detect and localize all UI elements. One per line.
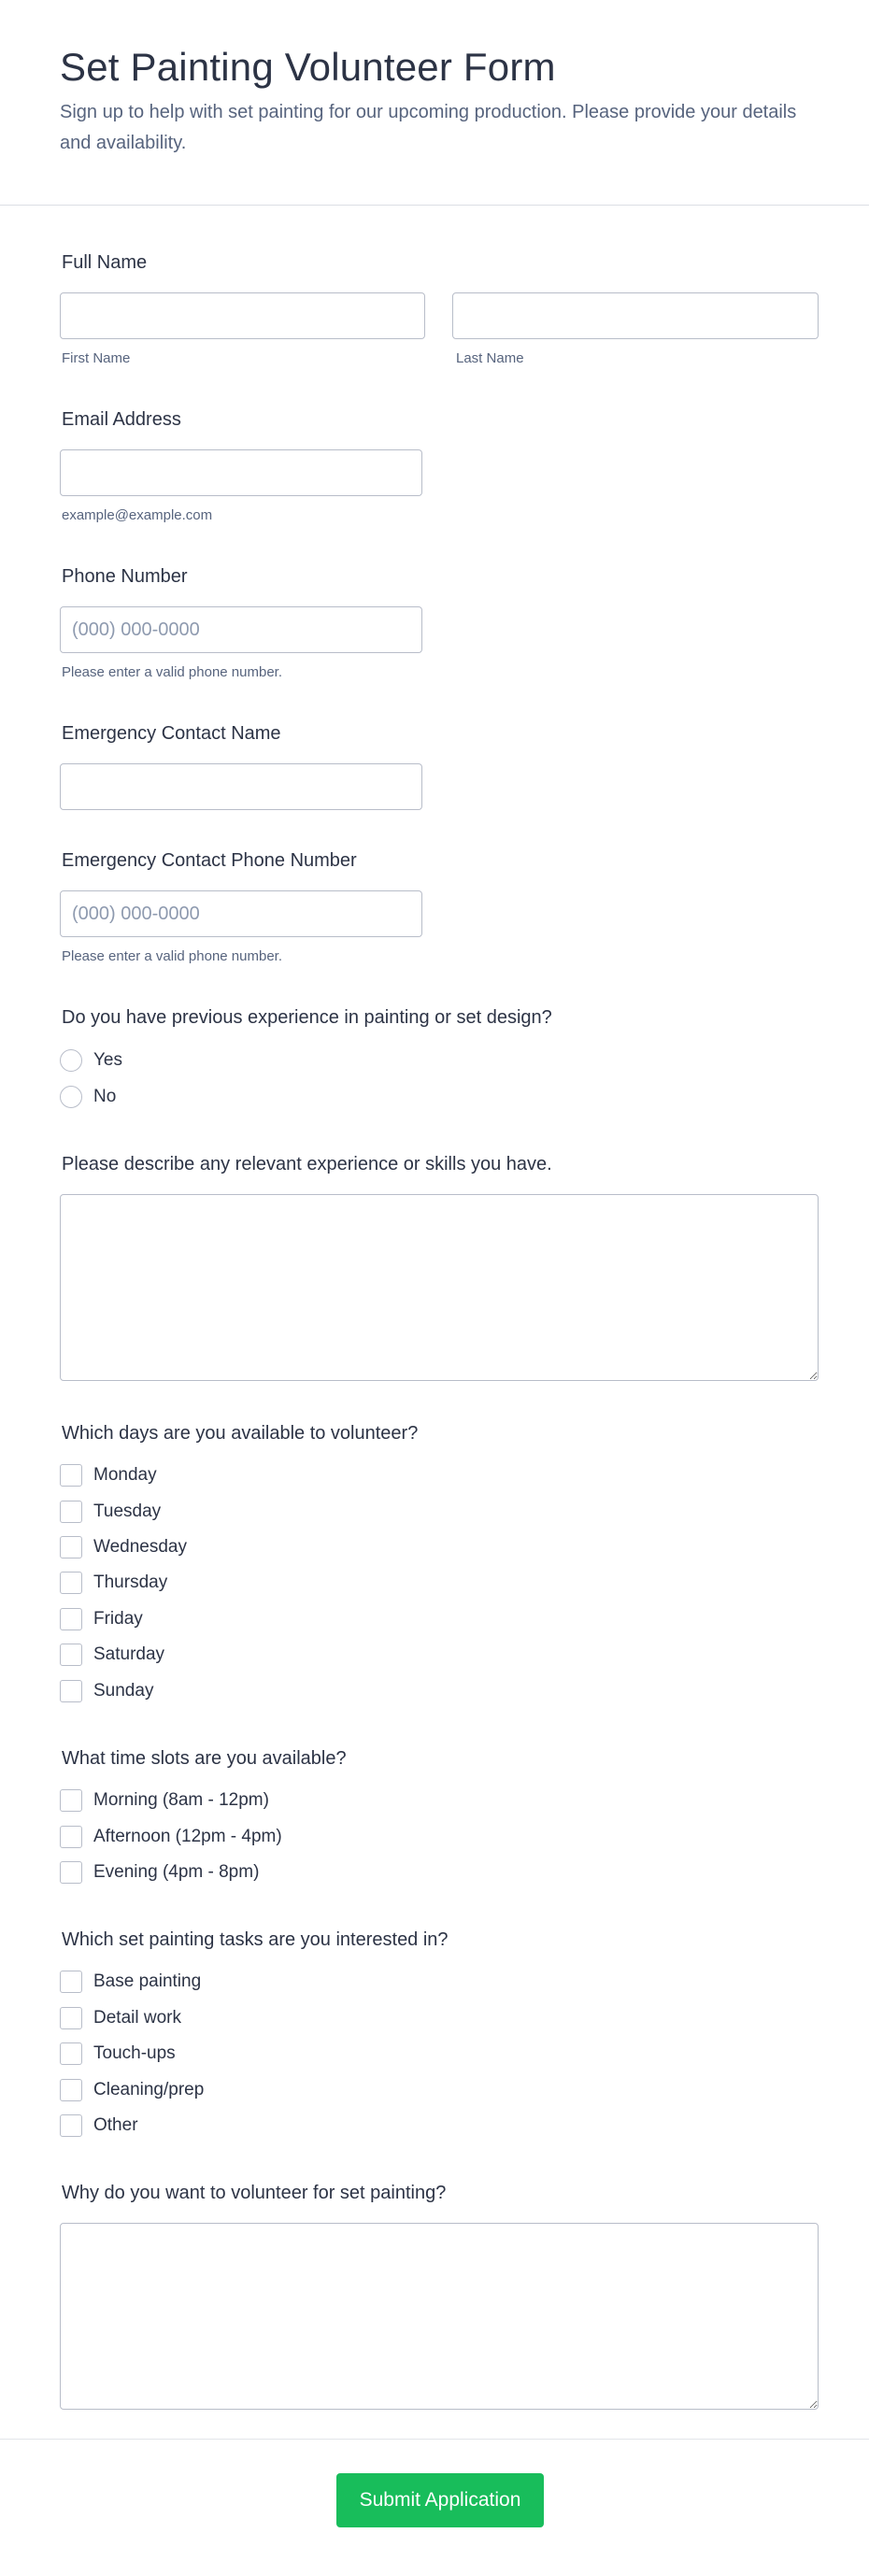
- full-name-label: Full Name: [62, 252, 148, 273]
- form-subtitle: Sign up to help with set painting for our upcoming production. Please provide your details and availability.: [60, 102, 797, 153]
- checkbox[interactable]: [60, 1501, 82, 1523]
- option-label: Touch-ups: [93, 2043, 176, 2063]
- option-label: Monday: [93, 1465, 157, 1485]
- emergency-name-label: Emergency Contact Name: [62, 723, 281, 744]
- task-option-base-painting[interactable]: [60, 1970, 201, 1994]
- day-option-saturday[interactable]: [60, 1643, 164, 1667]
- last-name-input[interactable]: [452, 292, 819, 339]
- option-label: Evening (4pm - 8pm): [93, 1862, 260, 1882]
- option-label: Yes: [93, 1050, 122, 1070]
- time-slot-evening[interactable]: [60, 1860, 259, 1885]
- day-option-monday[interactable]: [60, 1463, 157, 1487]
- option-label: Sunday: [93, 1681, 154, 1701]
- day-option-friday[interactable]: [60, 1607, 143, 1631]
- email-sublabel: example@example.com: [62, 507, 213, 523]
- checkbox[interactable]: [60, 1861, 82, 1884]
- experience-option-yes[interactable]: [60, 1048, 122, 1073]
- time-slots-label: What time slots are you available?: [62, 1748, 347, 1769]
- experience-option-no[interactable]: [60, 1085, 116, 1109]
- option-label: Wednesday: [93, 1537, 187, 1557]
- motivation-textarea[interactable]: [60, 2223, 819, 2410]
- email-label: Email Address: [62, 409, 181, 430]
- checkbox[interactable]: [60, 1608, 82, 1630]
- checkbox[interactable]: [60, 1644, 82, 1666]
- phone-sublabel: Please enter a valid phone number.: [62, 664, 282, 680]
- checkbox[interactable]: [60, 1536, 82, 1558]
- option-label: Thursday: [93, 1573, 168, 1592]
- experience-label: Do you have previous experience in painting or set design?: [62, 1007, 552, 1028]
- time-slot-afternoon[interactable]: [60, 1825, 282, 1849]
- day-option-tuesday[interactable]: [60, 1500, 161, 1524]
- emergency-name-input[interactable]: [60, 763, 422, 810]
- task-option-touch-ups[interactable]: [60, 2042, 176, 2066]
- checkbox[interactable]: [60, 2079, 82, 2101]
- checkbox[interactable]: [60, 1680, 82, 1702]
- task-option-other[interactable]: [60, 2113, 138, 2138]
- checkbox[interactable]: [60, 1572, 82, 1594]
- day-option-wednesday[interactable]: [60, 1535, 187, 1559]
- checkbox[interactable]: [60, 1826, 82, 1848]
- days-label: Which days are you available to volunteer?: [62, 1423, 419, 1444]
- radio-button[interactable]: [60, 1049, 82, 1072]
- phone-input[interactable]: [60, 606, 422, 653]
- checkbox[interactable]: [60, 2114, 82, 2137]
- skills-textarea[interactable]: [60, 1194, 819, 1381]
- option-label: Base painting: [93, 1971, 202, 1991]
- day-option-thursday[interactable]: [60, 1571, 167, 1595]
- phone-label: Phone Number: [62, 566, 188, 587]
- option-label: Detail work: [93, 2008, 181, 2028]
- emergency-phone-sublabel: Please enter a valid phone number.: [62, 948, 282, 964]
- checkbox[interactable]: [60, 1464, 82, 1487]
- option-label: Morning (8am - 12pm): [93, 1790, 269, 1810]
- first-name-input[interactable]: [60, 292, 425, 339]
- option-label: Afternoon (12pm - 4pm): [93, 1827, 282, 1846]
- radio-button[interactable]: [60, 1086, 82, 1108]
- form-title: Set Painting Volunteer Form: [60, 45, 556, 89]
- option-label: No: [93, 1087, 117, 1106]
- form-header: [0, 0, 869, 206]
- option-label: Other: [93, 2115, 138, 2135]
- emergency-phone-label: Emergency Contact Phone Number: [62, 850, 357, 871]
- first-name-sublabel: First Name: [62, 350, 131, 366]
- motivation-label: Why do you want to volunteer for set painting?: [62, 2183, 447, 2203]
- tasks-label: Which set painting tasks are you interested in?: [62, 1929, 449, 1950]
- task-option-cleaning-prep[interactable]: [60, 2078, 204, 2102]
- emergency-phone-input[interactable]: [60, 890, 422, 937]
- submit-button[interactable]: Submit Application: [336, 2473, 544, 2527]
- time-slot-morning[interactable]: [60, 1788, 269, 1813]
- checkbox[interactable]: [60, 2042, 82, 2065]
- option-label: Cleaning/prep: [93, 2080, 205, 2099]
- checkbox[interactable]: [60, 1971, 82, 1993]
- last-name-sublabel: Last Name: [456, 350, 524, 366]
- option-label: Friday: [93, 1609, 143, 1629]
- email-input[interactable]: [60, 449, 422, 496]
- option-label: Tuesday: [93, 1501, 162, 1521]
- checkbox[interactable]: [60, 1789, 82, 1812]
- skills-label: Please describe any relevant experience or skills you have.: [62, 1154, 552, 1174]
- option-label: Saturday: [93, 1644, 165, 1664]
- checkbox[interactable]: [60, 2007, 82, 2029]
- task-option-detail-work[interactable]: [60, 2006, 181, 2030]
- day-option-sunday[interactable]: [60, 1679, 153, 1703]
